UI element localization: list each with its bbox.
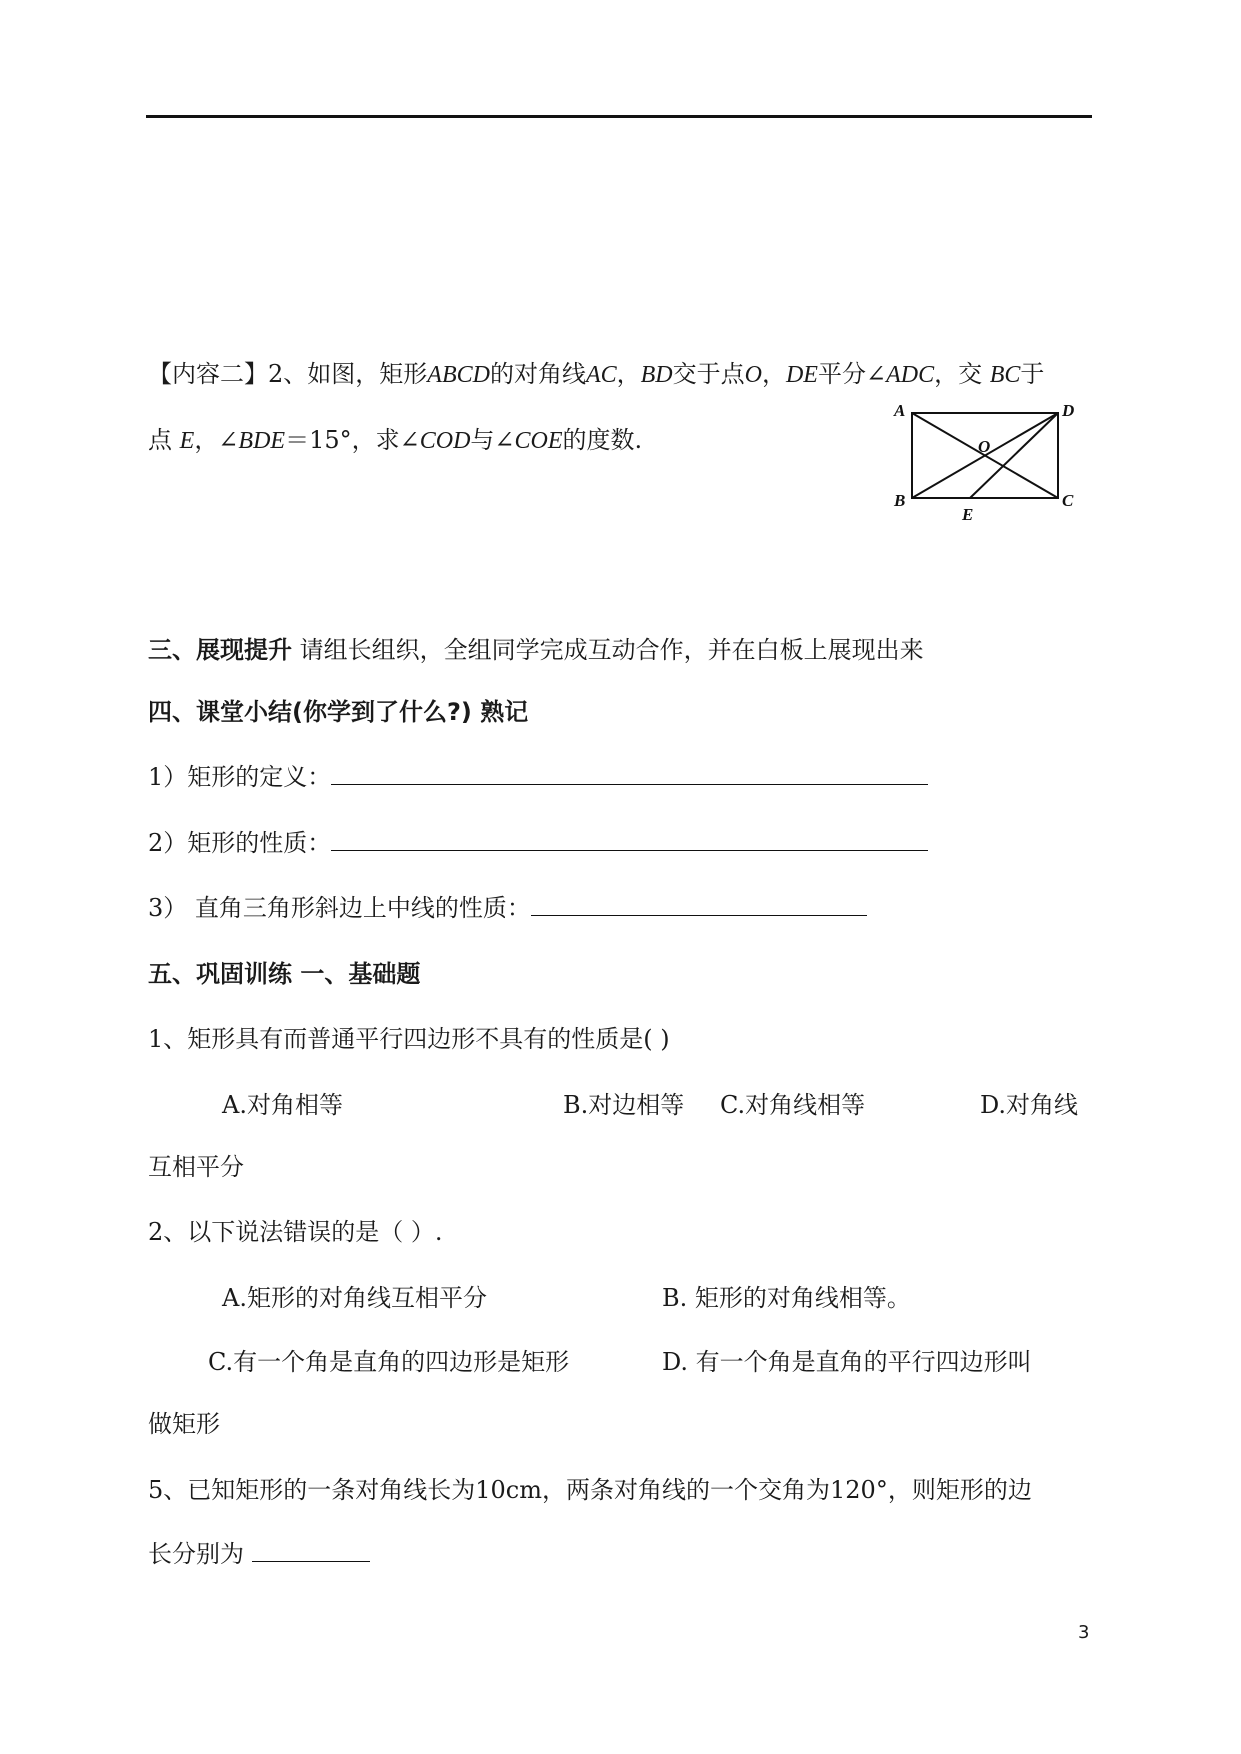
q1-option-b: B.对边相等 xyxy=(563,1091,685,1119)
q2-option-a: A.矩形的对角线互相平分 xyxy=(222,1284,487,1312)
q1-option-c: C.对角线相等 xyxy=(720,1091,866,1119)
label-a: A xyxy=(894,401,906,420)
answer-blank-1[interactable] xyxy=(331,762,928,785)
page-number: 3 xyxy=(1078,1622,1090,1643)
label-b: B xyxy=(894,491,906,510)
answer-blank-q5[interactable] xyxy=(252,1539,370,1562)
q2-stem: 2、以下说法错误的是（ ）. xyxy=(148,1218,443,1246)
rectangle-figure xyxy=(890,400,1090,530)
header-rule xyxy=(146,115,1092,118)
q2-option-c: C.有一个角是直角的四边形是矩形 xyxy=(208,1348,570,1376)
q5-cont: 长分别为 xyxy=(148,1538,370,1570)
label-e: E xyxy=(962,505,974,524)
label-o: O xyxy=(978,437,991,456)
q2-option-d-cont: 做矩形 xyxy=(148,1410,220,1438)
section5-title: 五、巩固训练 一、基础题 xyxy=(148,960,421,988)
answer-blank-2[interactable] xyxy=(331,828,928,851)
summary-item-1: 1）矩形的定义： xyxy=(148,761,928,793)
q2-option-b: B. 矩形的对角线相等。 xyxy=(662,1284,911,1312)
answer-blank-3[interactable] xyxy=(531,893,867,916)
q1-option-d-cont: 互相平分 xyxy=(148,1153,244,1181)
content2-line1: 【内容二】2、如图，矩形ABCD的对角线AC，BD交于点O，DE平分∠ADC，交 BC于 xyxy=(148,360,1045,388)
section3-title: 三、展现提升 xyxy=(148,636,292,664)
label-c: C xyxy=(1062,491,1074,510)
q2-option-d: D. 有一个角是直角的平行四边形叫 xyxy=(662,1348,1032,1376)
content2-line2: 点 E，∠BDE＝15°，求∠COD与∠COE的度数. xyxy=(148,426,643,454)
summary-item-2: 2）矩形的性质： xyxy=(148,827,928,859)
q1-option-d: D.对角线 xyxy=(980,1091,1079,1119)
summary-item-3: 3） 直角三角形斜边上中线的性质： xyxy=(148,892,867,924)
q1-stem: 1、矩形具有而普通平行四边形不具有的性质是( ) xyxy=(148,1025,670,1053)
section4-title: 四、课堂小结(你学到了什么?) 熟记 xyxy=(148,698,529,726)
label-d: D xyxy=(1062,401,1075,420)
q5-stem: 5、已知矩形的一条对角线长为10cm，两条对角线的一个交角为120°，则矩形的边 xyxy=(148,1476,1032,1504)
q1-option-a: A.对角相等 xyxy=(222,1091,343,1119)
section3-line: 三、展现提升 请组长组织，全组同学完成互动合作，并在白板上展现出来 xyxy=(148,636,924,664)
